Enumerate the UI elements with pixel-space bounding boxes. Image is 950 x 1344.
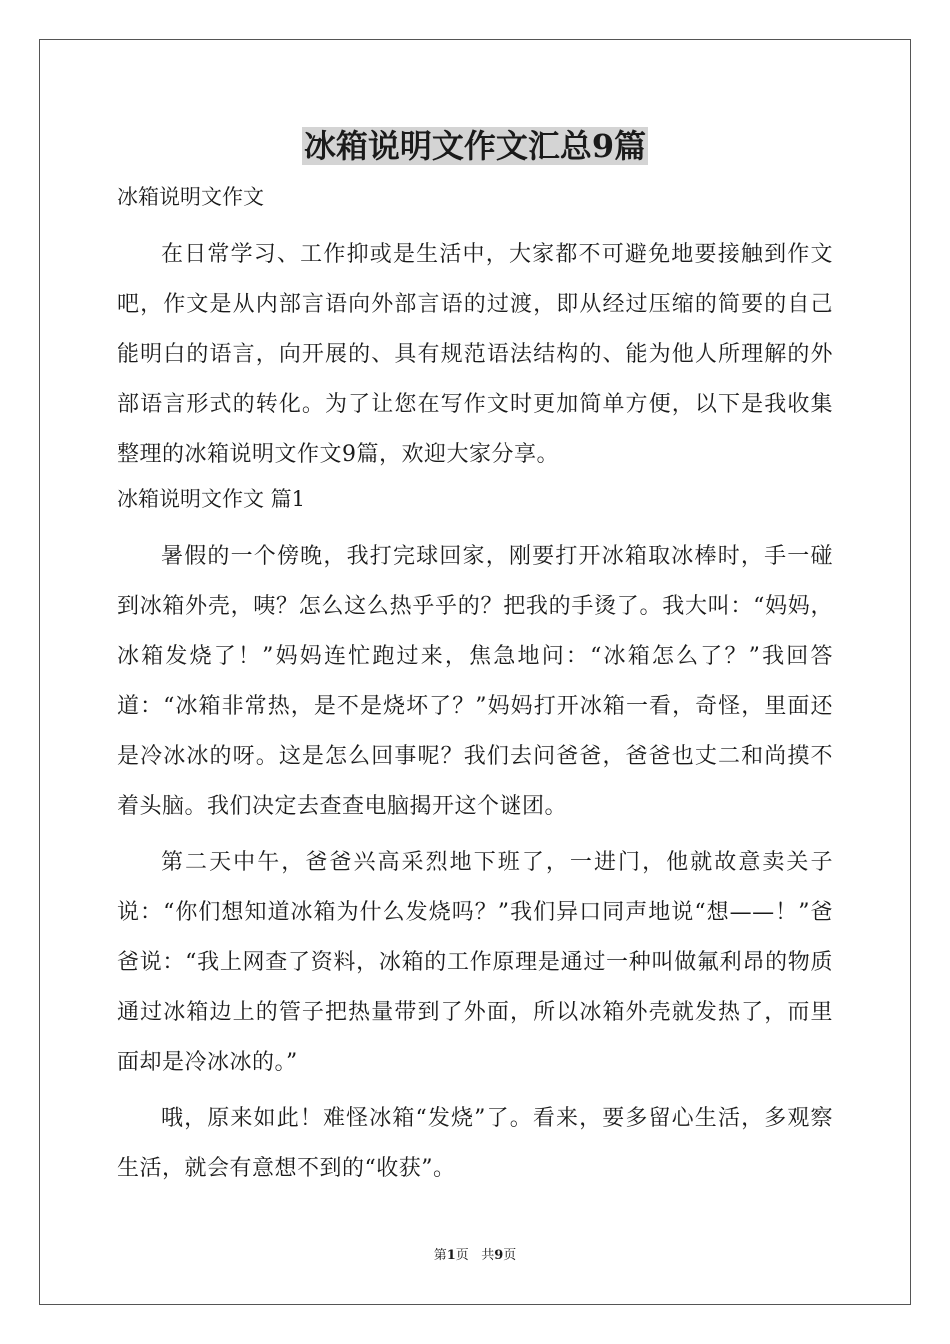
footer-page-current: 1 (446, 1248, 456, 1263)
section-paragraph-1: 暑假的一个傍晚，我打完球回家，刚要打开冰箱取冰棒时，手一碰到冰箱外壳，咦？怎么这么热乎乎的？把我的手烫了。我大叫：“妈妈，冰箱发烧了！”妈妈连忙跑过来，焦急地问：“冰箱怎么了？”我回答道：“冰箱非常热，是不是烧坏了？”妈妈打开冰箱一看，奇怪，里面还是冷冰冰的呀。这是怎么回事呢？我们去问爸爸，爸爸也丈二和尚摸不着头脑。我们决定去查查电脑揭开这个谜团。 (117, 544, 833, 819)
section-heading: 冰箱说明文作文 篇1 (117, 487, 306, 511)
intro-paragraph: 在日常学习、工作抑或是生活中，大家都不可避免地要接触到作文吧，作文是从内部言语向外部言语的过渡，即从经过压缩的简要的自己能明白的语言，向开展的、具有规范语法结构的、能为他人所理解的外部语言形式的转化。为了让您在写作文时更加简单方便，以下是我收集整理的冰箱说明文作文9篇，欢迎大家分享。 (117, 242, 833, 467)
document-title-text: 冰箱说明文作文汇总9篇 (303, 127, 647, 165)
footer-page-suffix: 页 (503, 1248, 517, 1263)
page-footer (0, 1247, 950, 1265)
section-paragraph-2: 第二天中午，爸爸兴高采烈地下班了，一进门，他就故意卖关子说：“你们想知道冰箱为什么发烧吗？”我们异口同声地说“想——！”爸爸说：“我上网查了资料，冰箱的工作原理是通过一种叫做氟利昂的物质通过冰箱边上的管子把热量带到了外面，所以冰箱外壳就发热了，而里面却是冷冰冰的。” (117, 850, 833, 1075)
footer-page-prefix: 第 (433, 1248, 447, 1263)
document-title (117, 124, 833, 168)
footer-page-total: 9 (494, 1248, 504, 1263)
section-paragraph-3: 哦，原来如此！难怪冰箱“发烧”了。看来，要多留心生活，多观察生活，就会有意想不到的“收获”。 (117, 1106, 833, 1181)
document-body (117, 124, 833, 1194)
subtitle: 冰箱说明文作文 (117, 185, 264, 209)
footer-page-mid: 页 共 (455, 1248, 495, 1263)
